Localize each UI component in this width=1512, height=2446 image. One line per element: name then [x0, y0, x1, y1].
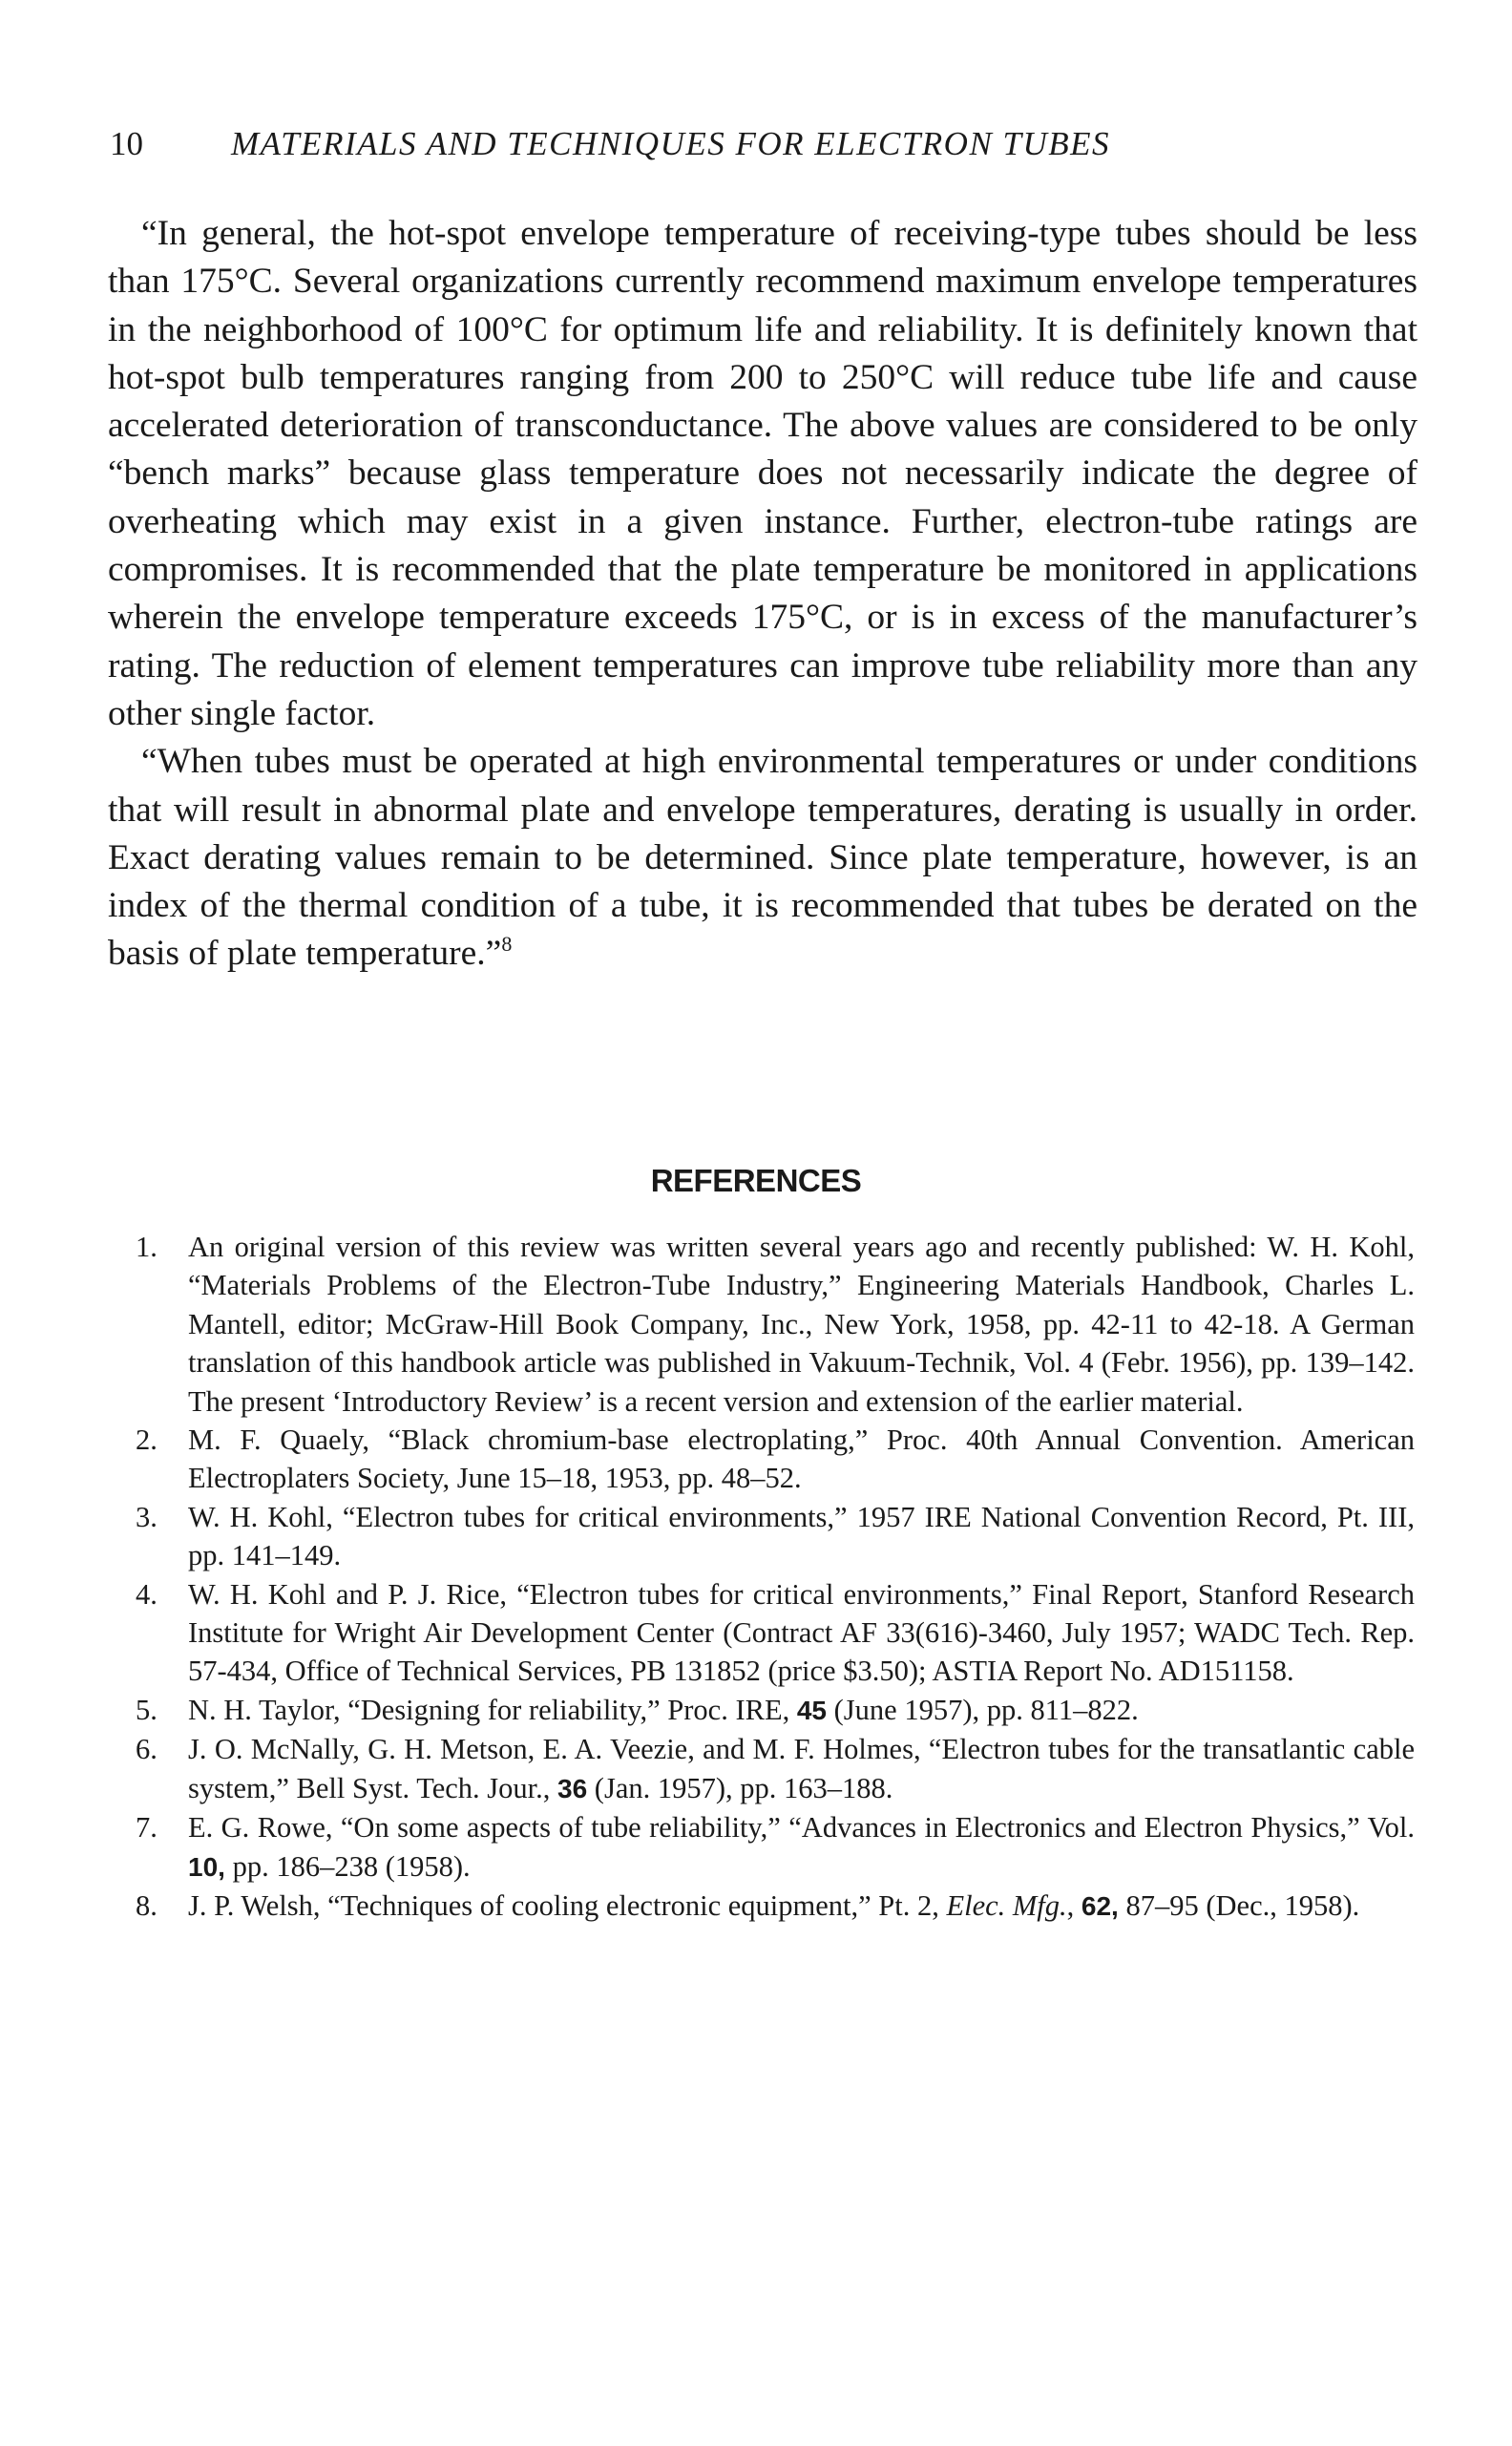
page-number: 10 — [110, 125, 143, 162]
reference-number: 1. — [136, 1231, 158, 1263]
reference-text: N. H. Taylor, “Designing for reliability,” Proc. IRE, 45 (June 1957), pp. 811–822. — [188, 1693, 1139, 1726]
reference-item — [136, 1421, 1415, 1498]
reference-item — [136, 1498, 1415, 1575]
running-title: MATERIALS AND TECHNIQUES FOR ELECTRON TUBES — [231, 125, 1111, 162]
body-paragraph: “In general, the hot-spot envelope temperature of receiving-type tubes should be less than 175°C. Several organizations currently recommend maximum envelope temperatures in the neighborhood of 100°C for optimum life and reliability. It is definitely known that hot-spot bulb temperatures ranging from 200 to 250°C will reduce tube life and cause accelerated deterioration of transconductance. The above values are considered to be only “bench marks” because glass temperature does not necessarily indicate the degree of overheating which may exist in a given instance. Further, electron-tube ratings are compromises. It is recommended that the plate temperature be monitored in applications wherein the envelope temperature exceeds 175°C, or is in excess of the manufacturer’s rating. The reduction of element temperatures can improve tube reliability more than any other single factor. — [108, 214, 1418, 733]
reference-text: E. G. Rowe, “On some aspects of tube reliability,” “Advances in Electronics and Electron Physics,” Vol. 10, pp. 186–238 (1958). — [188, 1811, 1415, 1883]
references-heading: REFERENCES — [650, 1163, 862, 1198]
reference-text: J. O. McNally, G. H. Metson, E. A. Veezie, and M. F. Holmes, “Electron tubes for the transatlantic cable system,” Bell Syst. Tech. Jour., 36 (Jan. 1957), pp. 163–188. — [188, 1733, 1415, 1804]
body-text — [108, 210, 1418, 979]
reference-text: M. F. Quaely, “Black chromium-base electroplating,” Proc. 40th Annual Convention. American Electroplaters Society, June 15–18, 1953, pp. 48–52. — [188, 1423, 1415, 1495]
reference-number: 5. — [136, 1693, 158, 1726]
reference-item — [136, 1228, 1415, 1421]
reference-text: An original version of this review was written several years ago and recently published: W. H. Kohl, “Materials Problems of the Electron-Tube Industry,” Engineering Materials Handbook, Charles L. Mantell, editor; McGraw-Hill Book Company, Inc., New York, 1958, pp. 42-11 to 42-18. A German translation of this handbook article was published in Vakuum-Technik, Vol. 4 (Febr. 1956), pp. 139–142. The present ‘Introductory Review’ is a recent version and extension of the earlier material. — [188, 1231, 1415, 1418]
reference-list — [136, 1228, 1415, 1926]
footnote-marker: 8 — [501, 932, 513, 957]
reference-number: 6. — [136, 1733, 158, 1766]
running-head — [110, 120, 1418, 168]
reference-item — [136, 1808, 1415, 1887]
reference-item — [136, 1887, 1415, 1926]
reference-text: W. H. Kohl, “Electron tubes for critical environments,” 1957 IRE National Convention Record, Pt. III, pp. 141–149. — [188, 1500, 1415, 1572]
reference-number: 2. — [136, 1423, 158, 1457]
reference-item — [136, 1691, 1415, 1730]
reference-text: J. P. Welsh, “Techniques of cooling electronic equipment,” Pt. 2, Elec. Mfg., 62, 87–95 (Dec., 1958). — [188, 1888, 1360, 1922]
reference-item — [136, 1575, 1415, 1691]
reference-item — [136, 1730, 1415, 1808]
reference-number: 4. — [136, 1577, 158, 1611]
reference-number: 8. — [136, 1888, 158, 1922]
reference-number: 3. — [136, 1500, 158, 1533]
body-paragraph: “When tubes must be operated at high environmental temperatures or under conditions that will result in abnormal plate and envelope temperatures, derating is usually in order. Exact derating values remain to be determined. Since plate temperature, however, is an index of the thermal condition of a tube, it is recommended that tubes be derated on the basis of plate temperature.”$^8$ — [108, 742, 1418, 974]
reference-number: 7. — [136, 1811, 158, 1845]
reference-text: W. H. Kohl and P. J. Rice, “Electron tubes for critical environments,” Final Report, Stanford Research Institute for Wright Air Development Center (Contract AF 33(616)-3460, July 1957; WADC Tech. Rep. 57-434, Office of Technical Services, PB 131852 (price $3.50); ASTIA Report No. AD151158. — [188, 1577, 1415, 1688]
